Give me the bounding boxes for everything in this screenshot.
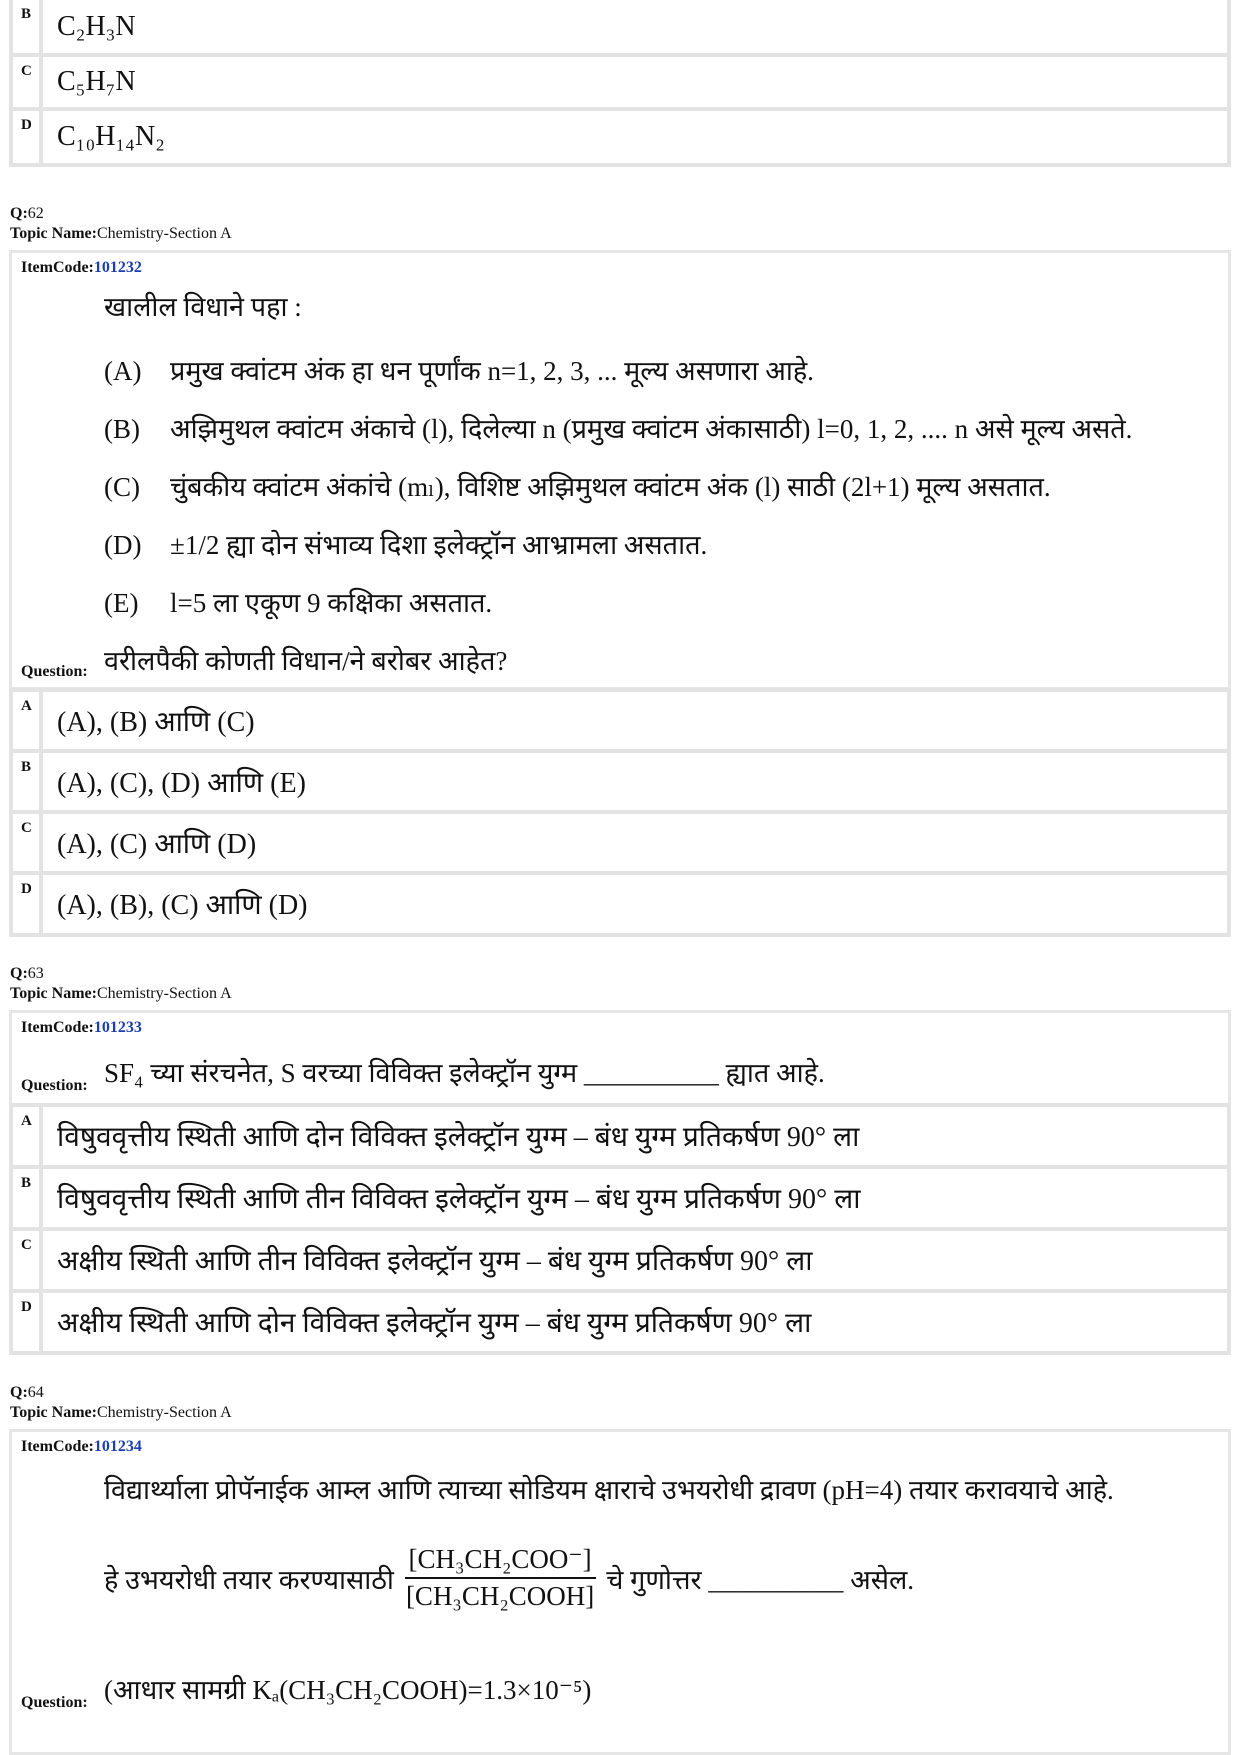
option-text: विषुववृत्तीय स्थिती आणि तीन विविक्त इलेक्ट्रॉन युग्म – बंध युग्म प्रतिकर्षण 90° ला [57, 1184, 861, 1215]
q62-option-b[interactable] [13, 753, 1227, 814]
question-label: Question: [21, 1077, 88, 1094]
topic-name: Chemistry-Section A [96, 985, 232, 1002]
item-code-value: 101233 [93, 1019, 142, 1036]
q64-question-box [9, 1429, 1231, 1755]
question-label: Question: [21, 1694, 88, 1711]
q61-option-d[interactable] [13, 111, 1227, 163]
q62-question-box [9, 250, 1231, 690]
statement-d: (D) ±1/2 ह्या दोन संभाव्य दिशा इलेक्ट्रॉन आभ्रामला असतात. [104, 530, 708, 560]
option-text: C₅H₇N [57, 66, 136, 97]
option-text: (A), (C), (D) आणि (E) [57, 767, 306, 799]
ratio-fraction [402, 1544, 598, 1612]
option-letter: C [13, 1231, 43, 1289]
option-text: अक्षीय स्थिती आणि तीन विविक्त इलेक्ट्रॉन युग्म – बंध युग्म प्रतिकर्षण 90° ला [57, 1246, 813, 1277]
ratio-suffix: चे गुणोत्तर __________ असेल. [606, 1564, 915, 1595]
q-number: 64 [27, 1384, 44, 1401]
option-text: C₂H₃N [57, 10, 136, 42]
q63-option-b[interactable] [13, 1169, 1227, 1231]
question-text: (आधार सामग्री Kₐ(CH₃CH₂COOH)=1.3×10⁻⁵) [104, 1675, 592, 1705]
option-letter: A [13, 1107, 43, 1165]
option-text: अक्षीय स्थिती आणि दोन विविक्त इलेक्ट्रॉन युग्म – बंध युग्म प्रतिकर्षण 90° ला [57, 1308, 812, 1339]
statement-c: (C) चुंबकीय क्वांटम अंकांचे (mₗ), विशिष्ट अझिमुथल क्वांटम अंक (l) साठी (2l+1) मूल्य असतात. [104, 472, 1051, 502]
statement-line-1: विद्यार्थ्याला प्रोपॅनाईक आम्ल आणि त्याच्या सोडियम क्षाराचे उभयरोधी द्रावण (pH=4) तयार करावयाचे आहे. [104, 1475, 1114, 1505]
q-label: Q: [10, 965, 28, 982]
q61-options [9, 0, 1231, 167]
statement-line-2 [104, 1544, 914, 1612]
q62-options [9, 688, 1231, 937]
option-letter: B [13, 753, 43, 810]
option-letter: D [13, 875, 43, 933]
q62-header [10, 204, 232, 244]
q-label: Q: [10, 205, 28, 222]
q63-options [9, 1103, 1231, 1355]
topic-name: Chemistry-Section A [96, 225, 232, 242]
option-letter: A [13, 692, 43, 749]
fraction-denominator: [CH₃CH₂COOH] [405, 1581, 595, 1611]
question-label: Question: [21, 663, 88, 680]
topic-name: Chemistry-Section A [96, 1404, 232, 1421]
q63-question-box [9, 1010, 1231, 1106]
q-number: 63 [27, 965, 44, 982]
q62-option-a[interactable] [13, 692, 1227, 753]
q62-option-d[interactable] [13, 875, 1227, 933]
q63-header [10, 964, 232, 1004]
q63-option-d[interactable] [13, 1293, 1227, 1351]
q63-option-a[interactable] [13, 1107, 1227, 1169]
item-code: ItemCode:101233 [21, 1019, 142, 1036]
option-text: C₁₀H₁₄N₂ [57, 121, 165, 152]
statement-e: (E) l=5 ला एकूण 9 कक्षिका असतात. [104, 588, 493, 618]
question-text: वरीलपैकी कोणती विधान/ने बरोबर आहेत? [104, 646, 508, 676]
statement-a: (A) प्रमुख क्वांटम अंक हा धन पूर्णांक n=1, 2, 3, ... मूल्य असणारा आहे. [104, 356, 814, 386]
option-letter: B [13, 1169, 43, 1227]
topic-label: Topic Name: [10, 225, 97, 242]
option-text: (A), (C) आणि (D) [57, 828, 257, 860]
option-letter: D [13, 111, 43, 163]
question-text: SF₄ च्या संरचनेत, S वरच्या विविक्त इलेक्ट्रॉन युग्म __________ ह्यात आहे. [104, 1058, 825, 1088]
q61-option-c[interactable] [13, 57, 1227, 111]
q-number: 62 [27, 205, 44, 222]
item-code-value: 101234 [93, 1438, 142, 1455]
option-letter: B [13, 0, 43, 53]
item-code: ItemCode:101234 [21, 1438, 142, 1455]
q64-header [10, 1383, 232, 1423]
option-letter: C [13, 814, 43, 871]
q61-option-b[interactable] [13, 0, 1227, 57]
topic-label: Topic Name: [10, 985, 97, 1002]
option-letter: D [13, 1293, 43, 1351]
option-text: (A), (B) आणि (C) [57, 706, 255, 738]
statement-b: (B) अझिमुथल क्वांटम अंकाचे (l), दिलेल्या n (प्रमुख क्वांटम अंकासाठी) l=0, 1, 2, .... n असे मूल्य असते. [104, 414, 1133, 444]
option-text: विषुववृत्तीय स्थिती आणि दोन विविक्त इलेक्ट्रॉन युग्म – बंध युग्म प्रतिकर्षण 90° ला [57, 1122, 860, 1153]
topic-label: Topic Name: [10, 1404, 97, 1421]
q-label: Q: [10, 1384, 28, 1401]
option-text: (A), (B), (C) आणि (D) [57, 890, 308, 921]
q62-option-c[interactable] [13, 814, 1227, 875]
statements-intro: खालील विधाने पहा : [104, 292, 302, 322]
option-letter: C [13, 57, 43, 107]
item-code: ItemCode:101232 [21, 259, 142, 276]
ratio-prefix: हे उभयरोधी तयार करण्यासाठी [104, 1564, 394, 1595]
q63-option-c[interactable] [13, 1231, 1227, 1293]
item-code-value: 101232 [93, 259, 142, 276]
fraction-numerator: [CH₃CH₂COO⁻] [405, 1544, 596, 1579]
